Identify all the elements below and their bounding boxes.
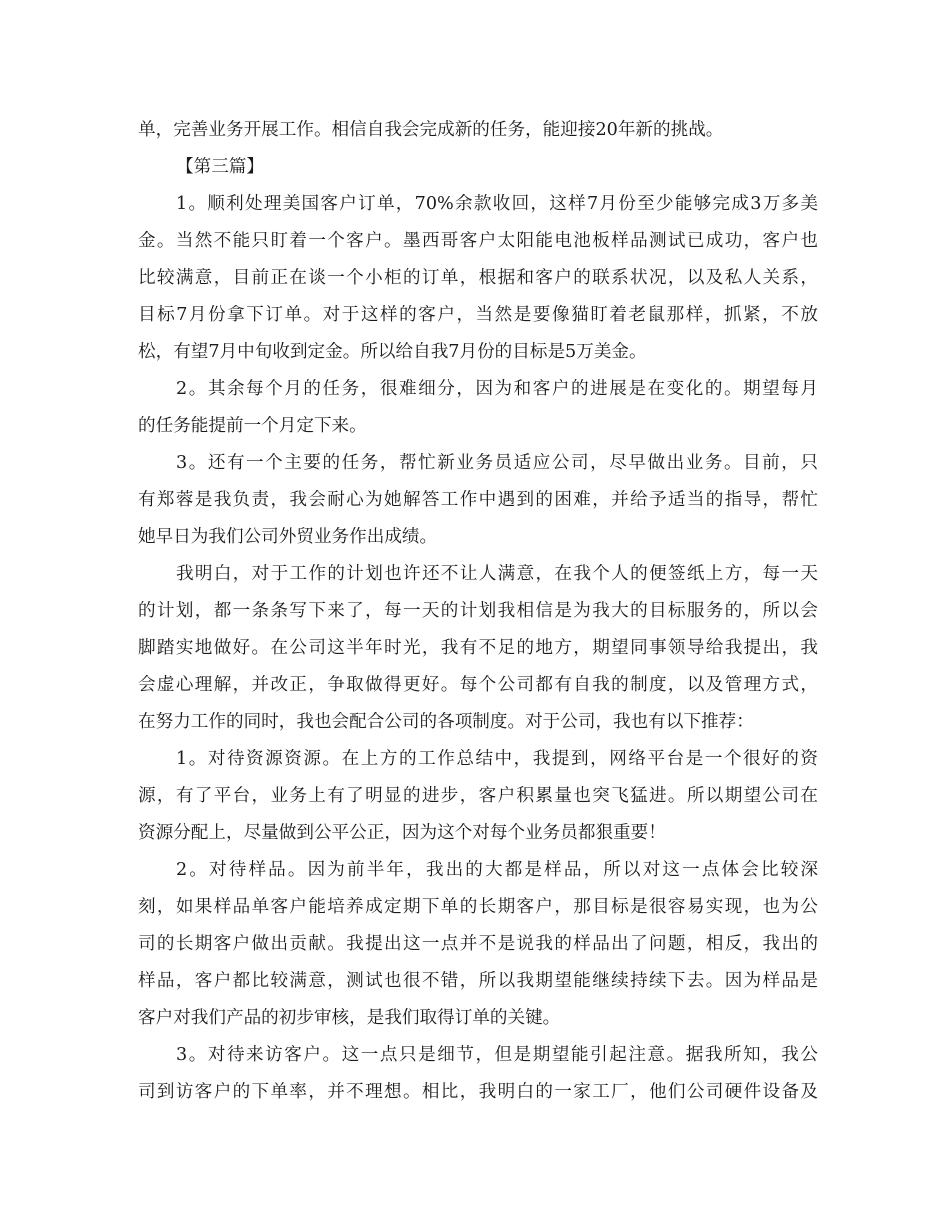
text-line: 资源分配上，尽量做到公平公正，因为这个对每个业务员都狠重要！ (138, 823, 666, 843)
text-line: 2。其余每个月的任务，很难细分，因为和客户的进展是在变化的。期望每月 (176, 379, 818, 399)
text-line: 1。顺利处理美国客户订单，70%余款收回，这样7月份至少能够完成3万多美 (176, 194, 818, 214)
text-line: 3。对待来访客户。这一点只是细节，但是期望能引起注意。据我所知，我公 (176, 1045, 818, 1065)
text-line: 1。对待资源资源。在上方的工作总结中，我提到，网络平台是一个很好的资 (176, 749, 818, 769)
text-line: 3。还有一个主要的任务，帮忙新业务员适应公司，尽早做出业务。目前，只 (176, 453, 818, 473)
text-line: 会虚心理解，并改正，争取做得更好。每个公司都有自我的制度，以及管理方式， (138, 675, 818, 695)
text-line: 金。当然不能只盯着一个客户。墨西哥客户太阳能电池板样品测试已成功，客户也 (138, 231, 818, 251)
text-line: 单，完善业务开展工作。相信自我会完成新的任务，能迎接20年新的挑战。 (138, 120, 724, 140)
text-line: 的任务能提前一个月定下来。 (138, 416, 367, 436)
text-line: 松，有望7月中旬收到定金。所以给自我7月份的目标是5万美金。 (138, 342, 647, 362)
text-line: 司到访客户的下单率，并不理想。相比，我明白的一家工厂，他们公司硬件设备及 (138, 1082, 818, 1102)
text-line: 刻，如果样品单客户能培养成定期下单的长期客户，那目标是很容易实现，也为公 (138, 897, 818, 917)
text-line: 客户对我们产品的初步审核，是我们取得订单的关键。 (138, 1008, 561, 1028)
text-line: 我明白，对于工作的计划也许还不让人满意，在我个人的便签纸上方，每一天 (176, 564, 818, 584)
text-line: 的计划，都一条条写下来了，每一天的计划我相信是为我大的目标服务的，所以会 (138, 601, 818, 621)
text-line: 司的长期客户做出贡献。我提出这一点并不是说我的样品出了问题，相反，我出的 (138, 934, 818, 954)
text-line: 比较满意，目前正在谈一个小柜的订单，根据和客户的联系状况，以及私人关系， (138, 268, 818, 288)
text-line: 源，有了平台，业务上有了明显的进步，客户积累量也突飞猛进。所以期望公司在 (138, 786, 818, 806)
text-line: 有郑蓉是我负责，我会耐心为她解答工作中遇到的困难，并给予适当的指导，帮忙 (138, 490, 818, 510)
text-line: 脚踏实地做好。在公司这半年时光，我有不足的地方，期望同事领导给我提出，我 (138, 638, 818, 658)
text-line: 2。对待样品。因为前半年，我出的大都是样品，所以对这一点体会比较深 (176, 860, 818, 880)
text-line: 她早日为我们公司外贸业务作出成绩。 (138, 527, 438, 547)
text-line: 样品，客户都比较满意，测试也很不错，所以我期望能继续持续下去。因为样品是 (138, 971, 818, 991)
text-line: 目标7月份拿下订单。对于这样的客户，当然是要像猫盯着老鼠那样，抓紧，不放 (138, 305, 818, 325)
text-line: 在努力工作的同时，我也会配合公司的各项制度。对于公司，我也有以下推荐： (138, 712, 754, 732)
section-heading: 【第三篇】 (176, 157, 264, 177)
